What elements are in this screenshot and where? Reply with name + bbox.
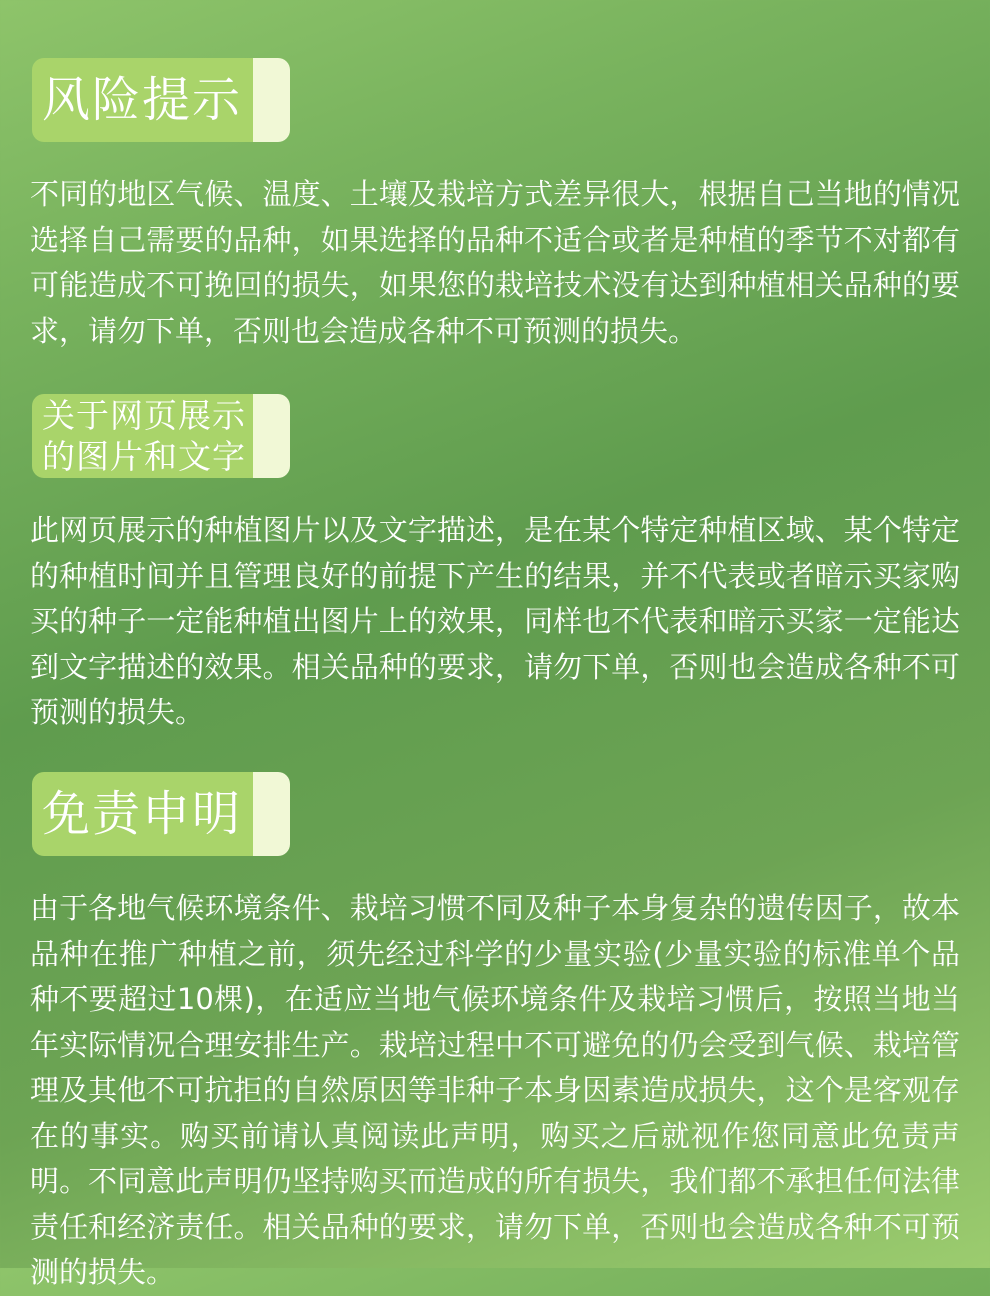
disclaimer-title: 免责申明: [42, 786, 243, 842]
images-and-text-text: 此网页展示的种植图片以及文字描述，是在某个特定种植区域、某个特定的种植时间并且管理良好的前提下产生的结果，并不代表或者暗示买家购买的种子一定能种植出图片上的效果，同样也不代表和暗示买家一定能达到文字描述的效果。相关品种的要求，请勿下单，否则也会造成各种不可预测的损失。: [30, 513, 960, 729]
risk-notice-badge-label: [32, 58, 253, 142]
disclaimer-badge: [32, 772, 290, 856]
images-and-text-title: 关于网页展示 的图片和文字: [42, 396, 246, 476]
risk-notice-text: 不同的地区气候、温度、土壤及栽培方式差异很大，根据自己当地的情况选择自己需要的品种，如果选择的品种不适合或者是种植的季节不对都有可能造成不可挽回的损失，如果您的栽培技术没有达到种植相关品种的要求，请勿下单，否则也会造成各种不可预测的损失。: [30, 177, 960, 348]
images-and-text-badge: [32, 394, 290, 478]
risk-notice-badge: [32, 58, 290, 142]
badge-accent-stripe: [253, 394, 290, 478]
disclaimer-text: 由于各地气候环境条件、栽培习惯不同及种子本身复杂的遗传因子，故本品种在推广种植之前，须先经过科学的少量实验(少量实验的标准单个品种不要超过10棵)，在适应当地气候环境条件及栽培习惯后，按照当地当年实际情况合理安排生产。栽培过程中不可避免的仍会受到气候、栽培管理及其他不可抗拒的自然原因等非种子本身因素造成损失，这个是客观存在的事实。购买前请认真阅读此声明，购买之后就视作您同意此免责声明。不同意此声明仍坚持购买而造成的所有损失，我们都不承担任何法律责任和经济责任。相关品种的要求，请勿下单，否则也会造成各种不可预测的损失。: [30, 891, 960, 1289]
disclaimer-badge-label: [32, 772, 253, 856]
badge-accent-stripe: [253, 772, 290, 856]
risk-notice-title: 风险提示: [42, 72, 243, 128]
images-and-text-badge-label: [32, 394, 253, 478]
badge-accent-stripe: [253, 58, 290, 142]
